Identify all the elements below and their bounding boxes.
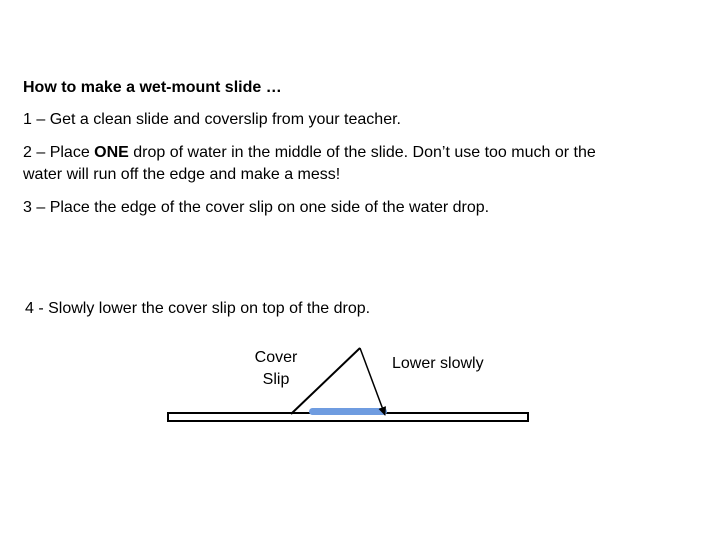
step-1-text: 1 – Get a clean slide and coverslip from your teacher. (23, 111, 401, 128)
step-2-emphasis: ONE (94, 144, 129, 161)
cover-slip-label-line-1: Cover (254, 349, 298, 366)
step-3-text: 3 – Place the edge of the cover slip on one side of the water drop. (23, 199, 490, 216)
step-2-prefix: 2 – Place (23, 144, 95, 161)
lower-arrow (360, 348, 385, 415)
step-2-line-1-rest: drop of water in the middle of the slide. Don’t use too much or the (128, 144, 596, 161)
page-title: How to make a wet-mount slide … (23, 79, 282, 96)
cover-slip-label-line-2: Slip (262, 371, 290, 388)
cover-slip-label (236, 347, 316, 391)
water-drop (309, 408, 387, 415)
lower-slowly-label: Lower slowly (392, 355, 484, 372)
step-4-text: 4 - Slowly lower the cover slip on top of the drop. (25, 300, 371, 317)
step-2-line-2: water will run off the edge and make a mess! (23, 166, 341, 183)
